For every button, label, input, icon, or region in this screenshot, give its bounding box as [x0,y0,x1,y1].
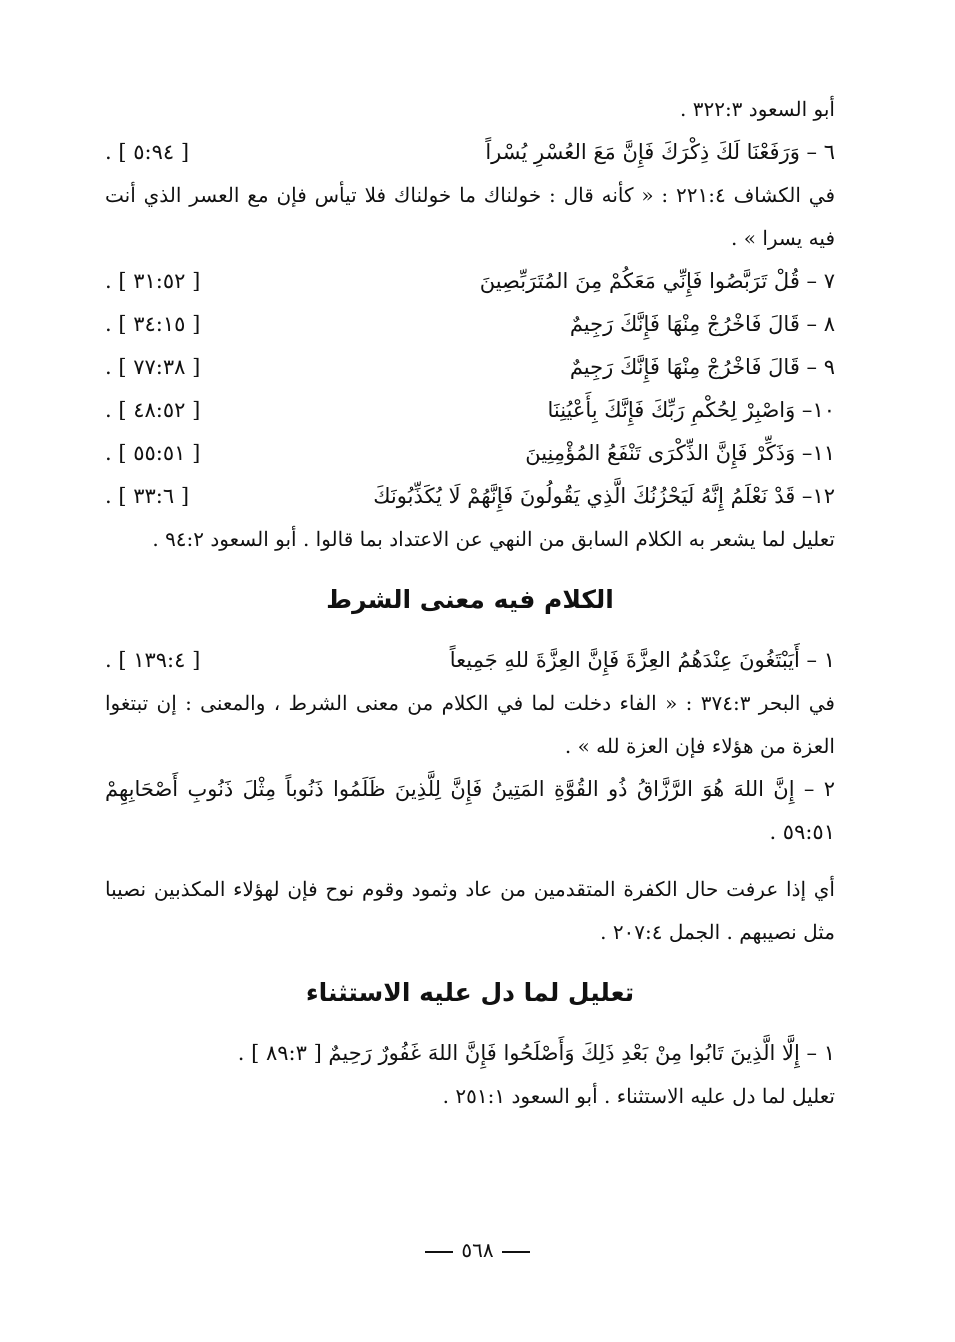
verse-7 [105,260,835,303]
section2-verse-1: ١ – إِلَّا الَّذِينَ تَابُوا مِنْ بَعْدِ ذَلِكَ وَأَصْلَحُوا فَإِنَّ اللهَ غَفُورٌ رَحِيمٌ [ ٨٩:٣ ] . [237,1041,835,1065]
verse-text: ٩ – قَالَ فَاخْرُجْ مِنْهَا فَإِنَّكَ رَجِيمٌ [569,355,835,379]
verse-6 [105,131,835,174]
top-note: أبو السعود ٣٢٢:٣ . [680,97,835,121]
jamal-note: أي إذا عرفت حال الكفرة المتقدمين من عاد وثمود وقوم نوح فإن لهؤلاء المكذبين نصيبا مثل نصيبهم . الجمل ٢٠٧:٤ . [105,877,835,944]
verse-text: ٦ – وَرَفَعْنَا لَكَ ذِكْرَكَ فَإِنَّ مَعَ العُسْرِ يُسْراً [485,140,835,164]
page-body [105,88,835,1118]
verse-ref: [ ٣٤:١٥ ] . [105,312,201,336]
verse-12 [105,475,835,518]
verse-text: ٨ – قَالَ فَاخْرُجْ مِنْهَا فَإِنَّكَ رَجِيمٌ [569,312,835,336]
page-footer [0,1238,955,1262]
verse-ref: [ ٣١:٥٢ ] . [105,269,201,293]
kashaf-note: في الكشاف ٢٢١:٤ : « كأنه قال : خولناك ما خولناك فلا تيأس فإن مع العسر الذي أنت فيه يسرا » . [105,183,836,250]
verse-8 [105,303,835,346]
page-number: ٥٦٨ [461,1238,494,1262]
verse-text: ١٠– وَاصْبِرْ لِحُكْمِ رَبِّكَ فَإِنَّكَ بِأَعْيُنِنَا [547,398,835,422]
verse-11 [105,432,835,475]
verse-text: ١١– وَذَكِّرْ فَإِنَّ الذِّكْرَى تَنْفَعُ المُؤْمِنِينَ [525,441,835,465]
verse-ref: [ ١٣٩:٤ ] . [105,648,201,672]
footer-dash-left [502,1251,530,1253]
verse-ref: [ ٣٣:٦ ] . [105,484,190,508]
section-heading-shart: الكلام فيه معنى الشرط [326,585,614,614]
verse-text: ٧ – قُلْ تَرَبَّصُوا فَإِنِّي مَعَكُمْ مِنَ المُتَرَبِّصِينَ [479,269,835,293]
verse-10 [105,389,835,432]
section1-verse-1 [105,639,835,682]
istithna-note: تعليل لما دل عليه الاستثناء . أبو السعود ٢٥١:١ . [442,1084,835,1108]
section1-verse-2: ٢ – إِنَّ اللهَ هُوَ الرَّزَّاقُ ذُو القُوَّةِ المَتِينُ فَإِنَّ لِلَّذِينَ ظَلَمُوا ذَنُوباً مِثْلَ ذَنُوبِ أَصْحَابِهِمْ ٥٩:٥١ . [105,777,835,844]
section-heading-istithna: تعليل لما دل عليه الاستثناء [305,978,635,1007]
verse-ref: [ ٥:٩٤ ] . [105,140,190,164]
taalil-note: تعليل لما يشعر به الكلام السابق من النهي عن الاعتداد بما قالوا . أبو السعود ٩٤:٢ . [152,527,835,551]
footer-dash-right [425,1251,453,1253]
verse-9 [105,346,835,389]
verse-text: ١٢– قَدْ نَعْلَمُ إِنَّهُ لَيَحْزُنُكَ الَّذِي يَقُولُونَ فَإِنَّهُمْ لَا يُكَذِّبُونَكَ [373,484,835,508]
verse-ref: [ ٥٥:٥١ ] . [105,441,201,465]
bahr-note: في البحر ٣٧٤:٣ : « الفاء دخلت لما في الكلام من معنى الشرط ، والمعنى : إن تبتغوا العزة من هؤلاء فإن العزة لله » . [105,691,835,758]
verse-text: ١ – أَيَبْتَغُونَ عِنْدَهُمُ العِزَّةَ فَإِنَّ العِزَّةَ للهِ جَمِيعاً [449,648,835,672]
verse-ref: [ ٤٨:٥٢ ] . [105,398,201,422]
verse-ref: [ ٧٧:٣٨ ] . [105,355,201,379]
